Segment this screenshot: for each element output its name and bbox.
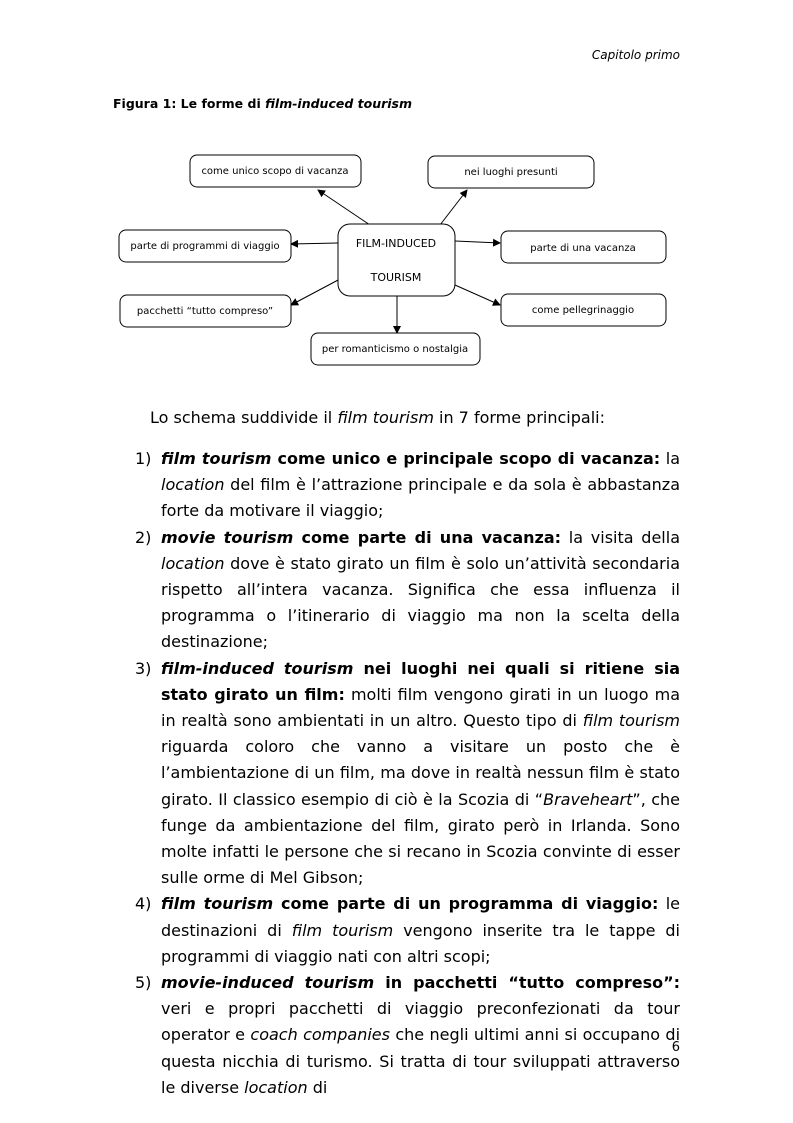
node-unico [190,155,361,187]
term-bold: in pacchetti “tutto compreso”: [374,973,681,993]
arrow-to-presunti [440,190,467,225]
item-italic: coach companies [250,1025,390,1045]
figure-caption-prefix: Figura 1: Le forme di [113,96,266,111]
item-italic: Braveheart [543,789,633,809]
arrow-to-pacchetti [291,279,340,305]
item-text: le destinazioni di [161,894,681,940]
list-item-number: 4) [135,894,152,914]
term-bold: nei luoghi nei quali si ritiene sia stato girato un film: [161,658,680,704]
node-pacchetti [120,295,291,327]
item-text: la visita della [561,527,681,547]
list-item [113,970,680,1101]
intro-text-italic: film tourism [337,408,434,427]
arrow-to-vacanza [455,241,500,243]
intro-text-1: Lo schema suddivide il [150,408,338,427]
item-text: di [307,1077,328,1097]
item-text: riguarda coloro che vanno a visitare un posto che è l’ambientazione di un film, ma dove in realtà nessun film è stato girato. Il classico esempio di ciò è la Scozia di “ [161,737,680,809]
item-italic: film tourism [291,920,394,940]
node-romanticismo-label: per romanticismo o nostalgia [321,344,469,355]
item-text: veri e propri pacchetti di viaggio preconfezionati da tour operator e [161,999,680,1045]
term-italic: movie-induced tourism [161,973,375,993]
arrow-to-unico [318,190,370,225]
node-vacanza [501,231,666,263]
term-italic: film-induced tourism [161,658,354,678]
forms-list [113,446,680,1101]
list-item-number: 2) [135,527,152,547]
node-presunti [428,156,594,188]
page-number: 6 [671,1040,680,1055]
list-item-number: 5) [135,973,152,993]
chapter-header: Capitolo primo [591,48,680,62]
item-text: ”, che funge da ambientazione del film, girato però in Irlanda. Sono molte infatti le persone che si recano in Scozia convinte di esser sulle orme di Mel Gibson; [161,789,680,888]
term-italic: film tourism [161,894,274,914]
term-italic: movie tourism [161,527,294,547]
film-tourism-diagram [0,0,793,400]
center-node [338,224,455,296]
node-romanticismo [311,333,480,365]
item-italic: location [161,553,225,573]
figure-caption-italic: film-induced tourism [265,96,413,111]
list-item [113,656,680,892]
item-text: molti film vengono girati in un luogo ma in realtà sono ambientati in un altro. Questo tipo di [161,684,680,731]
node-unico-label: come unico scopo di vacanza [201,166,349,177]
term-italic: film tourism [161,449,272,468]
list-item-number: 3) [135,658,152,678]
term-bold: come unico e principale scopo di vacanza: [271,449,661,468]
center-label-line2: TOURISM [370,271,422,284]
arrow-to-programmi [291,243,338,244]
item-italic: film tourism [582,711,680,731]
node-pellegrinaggio [501,294,666,326]
term-bold: come parte di una vacanza: [293,527,562,547]
list-item [113,525,680,656]
item-text: dove è stato girato un film è solo un’attività secondaria rispetto all’intera vacanza. Significa che essa influenza il programma o l’itinerario di viaggio ma non la scelta della destinazione; [161,553,680,652]
node-programmi [119,230,291,262]
list-item [113,891,680,970]
term-bold: come parte di un programma di viaggio: [273,894,659,914]
node-presunti-label: nei luoghi presunti [464,167,558,178]
node-vacanza-label: parte di una vacanza [530,243,636,254]
node-pellegrinaggio-label: come pellegrinaggio [531,305,635,316]
center-label-line1: FILM-INDUCED [355,237,437,250]
item-text: che negli ultimi anni si occupano di questa nicchia di turismo. Si tratta di tour sviluppati attraverso le diverse [161,1025,681,1097]
intro-text-2: in 7 forme principali: [433,408,605,427]
item-italic: location [161,475,225,495]
node-programmi-label: parte di programmi di viaggio [130,241,280,252]
intro-paragraph [150,408,605,427]
list-item-number: 1) [135,449,152,468]
item-italic: location [244,1077,308,1097]
arrow-to-pellegrinaggio [455,285,500,305]
node-pacchetti-label: pacchetti “tutto compreso” [136,306,274,317]
item-text: la [660,449,681,468]
list-item [113,446,680,525]
item-text: del film è l’attrazione principale e da sola è abbastanza forte da motivare il viaggio; [161,475,680,521]
item-text: vengono inserite tra le tappe di programmi di viaggio nati con altri scopi; [161,920,681,966]
